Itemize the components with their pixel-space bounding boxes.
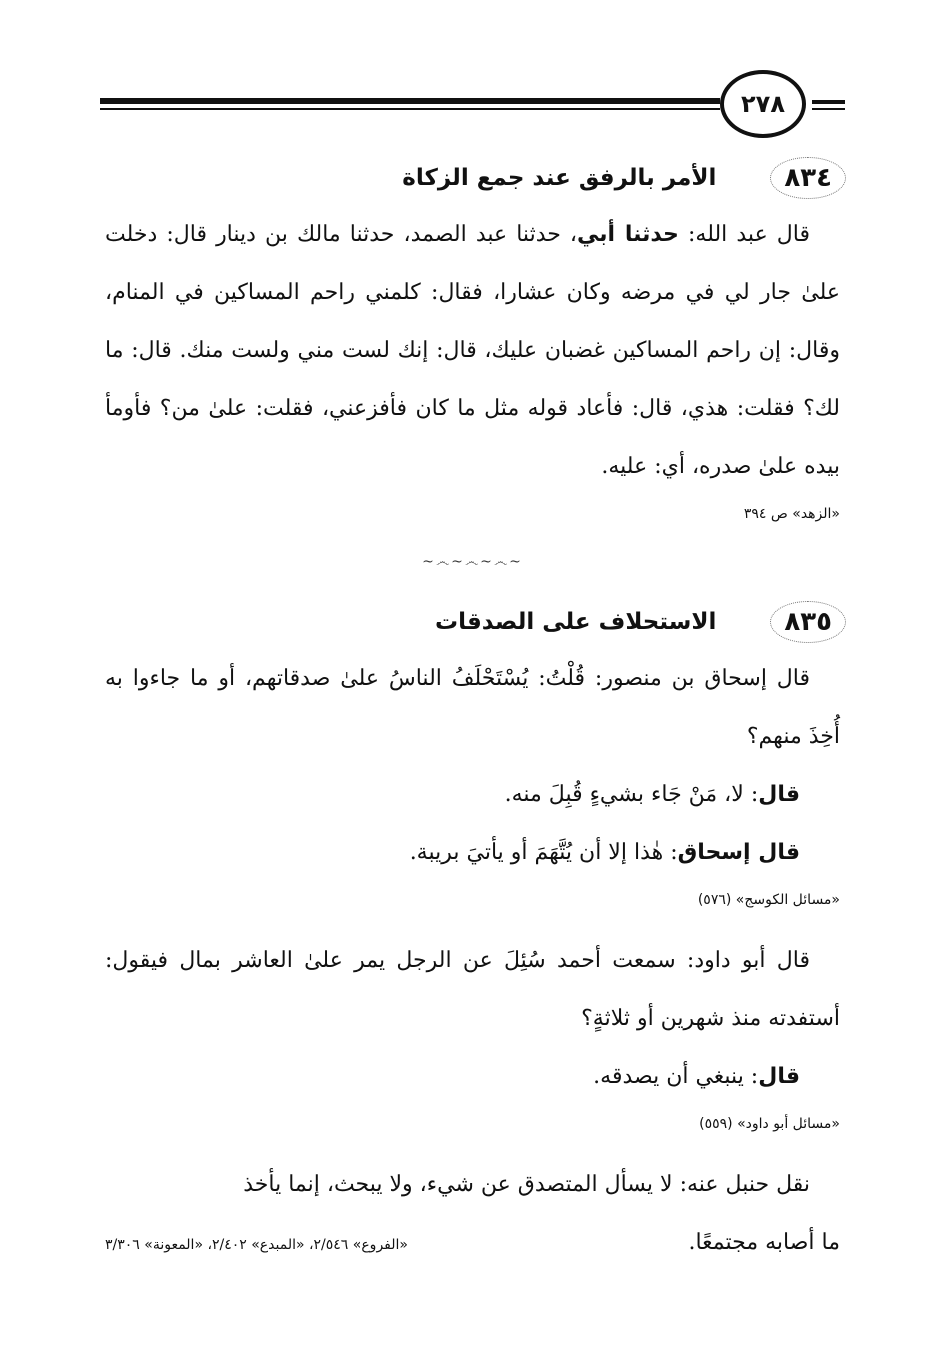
bold-segment: حدثنا أبي [577,222,679,247]
header-rule-thick [100,98,720,104]
section-heading [105,150,840,206]
paragraph [105,766,840,824]
section-divider-ornament: ~෴~෴~෴~ [422,554,523,570]
paragraph-last-line [105,1214,840,1272]
page-header [100,70,845,140]
bold-segment: قال [758,782,800,807]
text-segment: : لا، مَنْ جَاء بشيءٍ قُبِلَ منه. [504,782,759,807]
source-citation: «مسائل الكوسج» (٥٧٦) [697,892,840,908]
paragraph: قال إسحاق بن منصور: قُلْتُ: يُسْتَحْلَفُ الناسُ علىٰ صدقاتهم، أو ما جاءوا به أُخِذَ منهم؟ [105,666,840,749]
paragraph [105,824,840,882]
paragraph: قال أبو داود: سمعت أحمد سُئِلَ عن الرجل يمر علىٰ العاشر بمال فيقول: أستفدته منذ شهرين أو ثلاثةٍ؟ [105,948,840,1031]
text-segment: : هٰذا إلا أن يُتَّهَمَ أو يأتيَ بريبة. [409,840,678,865]
section-number: ٨٣٤ [776,161,840,195]
paragraph: نقل حنبل عنه: لا يسأل المتصدق عن شيء، ولا يبحث، إنما يأخذ [243,1172,810,1197]
page-body [105,150,840,1272]
source-citation: «الفروع» ٢/٥٤٦، «المبدع» ٢/٤٠٢، «المعونة» ٣/٣٠٦ [105,1237,408,1253]
bold-segment: قال [758,1064,800,1089]
page-number: ٢٧٨ [720,70,806,138]
text-segment: قال عبد الله: [678,222,810,247]
text-segment: ما أصابه مجتمعًا. [688,1230,840,1255]
text-segment: ، حدثنا عبد الصمد، حدثنا مالك بن دينار قال: دخلت علىٰ جار لي في مرضه وكان عشارا، فقال: كلمني راحم المساكين في المنام، وقال: إن راحم المساكين غضبان عليك، قال: إنك لست مني ولست منك. قال: ما لك؟ فقلت: هذي، قال: فأعاد قوله مثل ما كان فأفزعني، فقلت: علىٰ من؟ فأومأ بيده علىٰ صدره، أي: عليه. [105,222,840,479]
header-rule-short-thin [812,108,845,110]
text-segment: : ينبغي أن يصدقه. [593,1064,759,1089]
source-citation: «مسائل أبو داود» (٥٥٩) [699,1116,840,1132]
source-citation: «الزهد» ص ٣٩٤ [743,506,840,522]
header-rule-thin [100,108,720,110]
paragraph [105,1048,840,1106]
section-title: الأمر بالرفق عند جمع الزكاة [402,165,717,191]
header-rule-short [812,100,845,104]
section-title: الاستحلاف على الصدقات [434,609,717,635]
paragraph [105,206,840,496]
section-number: ٨٣٥ [776,605,840,639]
bold-segment: قال إسحاق [677,840,800,865]
section-heading [105,594,840,650]
